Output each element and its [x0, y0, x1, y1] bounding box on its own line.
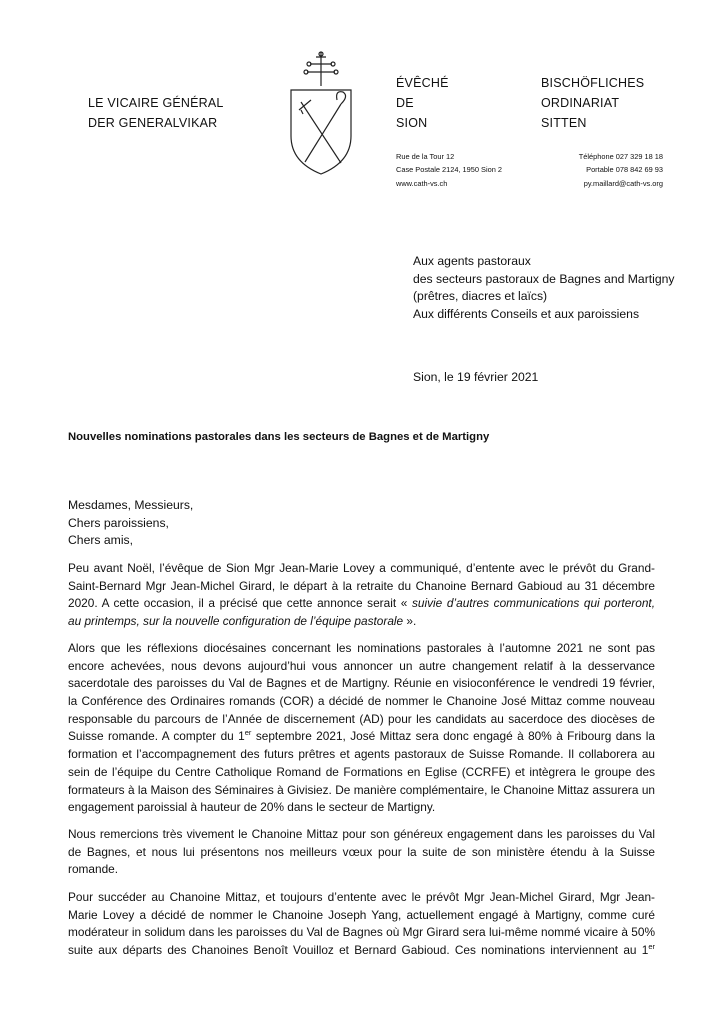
paragraph-line: de Bagnes, et nous lui présentons nos meilleurs vœux pour la suite de son ministère étendu à la Suisse — [68, 844, 655, 859]
paragraph-line: Saint-Bernard Mgr Jean-Michel Girard, le départ à la retraite du Chanoine Bernard Gabioud au 31 décembre — [68, 578, 655, 593]
text-run: ». — [403, 614, 417, 629]
contact-email: py.maillard@cath-vs.org — [583, 178, 663, 188]
paragraph-line: modérateur in solidum dans les paroisses du Val de Bagnes où Mgr Girard sera lui-même nommé vicaire à 50% — [68, 925, 655, 940]
paragraph-line — [68, 595, 655, 613]
superscript: er — [244, 728, 252, 738]
diocese-line-1: ÉVÊCHÉ — [396, 76, 449, 90]
paragraph-line: la Conférence des Ordinaires romands (COR) a décidé de nommer le Chanoine José Mittaz comme nouveau — [68, 694, 655, 709]
recipient-line: Aux différents Conseils et aux paroissiens — [413, 306, 640, 321]
recipient-block — [413, 253, 675, 323]
recipient-line: (prêtres, diacres et laïcs) — [413, 289, 548, 303]
sender-title-fr: LE VICAIRE GÉNÉRAL — [88, 96, 224, 110]
paragraph-line: sacerdotale des paroisses du Val de Bagnes et de Martigny. Réunie en visioconférence le vendredi 19 février, — [68, 676, 655, 691]
paragraph-4 — [68, 889, 655, 960]
quote-run: suivie d’autres communications qui porteront, — [411, 596, 655, 611]
paragraph-line: sein de l’équipe du Centre Catholique Romand de Formations en Eglise (CCRFE) et intègrera le groupe des — [68, 764, 655, 779]
ordinariat-line-1: BISCHÖFLICHES — [541, 76, 645, 90]
recipient-line: des secteurs pastoraux de Bagnes and Martigny — [413, 271, 675, 286]
paragraph-line: Nous remercions très vivement le Chanoine Mittaz pour son généreux engagement dans les paroisses du Val — [68, 827, 655, 841]
salutation-line: Mesdames, Messieurs, — [68, 498, 194, 512]
diocese-line-3: SION — [396, 116, 428, 130]
paragraph-line: Peu avant Noël, l’évêque de Sion Mgr Jean-Marie Lovey a communiqué, d’entente avec le prévôt du Grand- — [68, 561, 655, 575]
diocese-name-de — [541, 73, 644, 133]
paragraph-line: formateurs à la Maison des Séminaires à Givisiez. De manière complémentaire, le Chanoine Mittaz assurera un — [68, 782, 655, 797]
paragraph-3 — [68, 826, 655, 879]
paragraph-line: Marie Lovey a décidé de nommer le Chanoine Joseph Yang, actuellement engagé à Martigny, comme curé — [68, 907, 655, 922]
letter-subject: Nouvelles nominations pastorales dans les secteurs de Bagnes et de Martigny — [68, 431, 490, 443]
paragraph-line: engagement paroissial à hauteur de 20% dans le secteur de Martigny. — [68, 800, 436, 815]
quote-run: au printemps, sur la nouvelle configuration de l’équipe pastorale — [68, 614, 404, 629]
salutation — [68, 497, 193, 550]
salutation-line: Chers amis, — [68, 533, 134, 547]
text-run: septembre 2021, José Mittaz sera donc engagé à 80% à Fribourg dans la — [251, 729, 655, 744]
paragraph-line: Alors que les réflexions diocésaines concernant les nominations pastorales à l’automne 2021 ne sont pas — [68, 641, 655, 655]
contact-details — [520, 150, 663, 190]
ordinariat-line-2: ORDINARIAT — [541, 96, 620, 110]
salutation-line: Chers paroissiens, — [68, 515, 169, 530]
letter-date: Sion, le 19 février 2021 — [413, 370, 539, 384]
text-run: suite aux départs des Chanoines Benoît Vouilloz et Bernard Gabioud. Ces nominations interviennent au 1 — [68, 943, 649, 958]
paragraph-1 — [68, 560, 655, 631]
paragraph-line — [68, 613, 655, 631]
ordinariat-line-3: SITTEN — [541, 116, 587, 130]
paragraph-line: romande. — [68, 862, 119, 877]
text-run: 2020. A cette occasion, il a précisé que cette annonce serait « — [68, 596, 412, 611]
paragraph-line: responsable du parcours de l’Année de discernement (AD) pour les candidats au sacerdoce des diocèses de — [68, 711, 655, 726]
address-postbox: Case Postale 2124, 1950 Sion 2 — [396, 165, 503, 175]
text-run: Suisse romande. A compter du 1 — [68, 729, 245, 744]
paragraph-line: Pour succéder au Chanoine Mittaz, et toujours d’entente avec le prévôt Mgr Jean-Michel Girard, Mgr Jean- — [68, 890, 655, 904]
diocese-crest-logo — [283, 50, 359, 178]
crest-icon — [283, 50, 359, 178]
contact-phone: Téléphone 027 329 18 18 — [578, 152, 663, 161]
recipient-line: Aux agents pastoraux — [413, 254, 531, 268]
diocese-line-2: DE — [396, 96, 414, 110]
paragraph-line — [68, 728, 655, 746]
superscript: er — [648, 942, 655, 952]
paragraph-line: formation et l’accompagnement des futurs prêtres et agents pastoraux de Suisse Romande. Il collaborera au — [68, 747, 655, 762]
diocese-name-fr — [396, 73, 449, 133]
sender-title — [88, 93, 224, 133]
paragraph-2 — [68, 640, 655, 817]
address-street: Rue de la Tour 12 — [396, 152, 455, 161]
sender-title-de: DER GENERALVIKAR — [88, 116, 218, 130]
paragraph-line — [68, 942, 655, 960]
contact-mobile: Portable 078 842 69 93 — [586, 165, 663, 175]
address-website: www.cath-vs.ch — [396, 178, 448, 188]
paragraph-line: encore achevées, nous devons aujourd’hui vous annoncer un autre changement relatif à la desservance — [68, 658, 655, 673]
postal-address — [396, 150, 502, 190]
